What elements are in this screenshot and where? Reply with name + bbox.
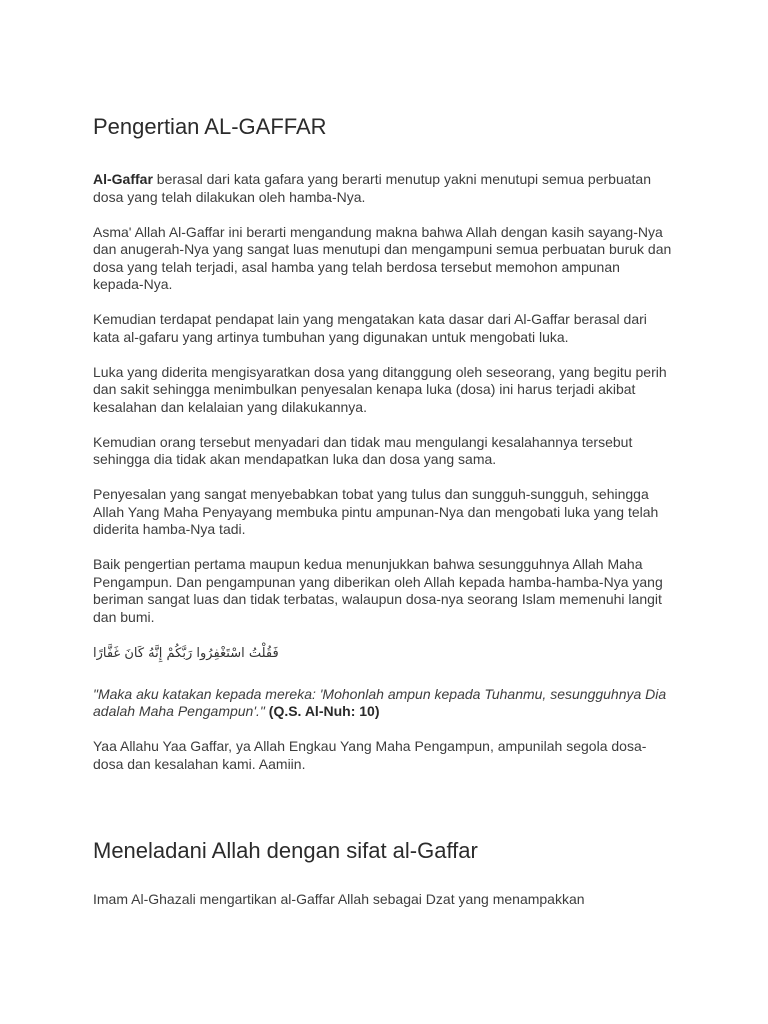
paragraph-definition: [93, 171, 673, 206]
document-page: [93, 113, 673, 926]
term-al-gaffar: Al-Gaffar: [93, 171, 153, 187]
verse-translation-text: "Maka aku katakan kepada mereka: 'Mohonlah ampun kepada Tuhanmu, sesungguhnya Dia adalah Maha Pengampun'.": [93, 685, 667, 719]
arabic-verse: فَقُلْتُ اسْتَغْفِرُوا رَبَّكُمْ إِنَّهُ كَانَ غَفَّارًا: [93, 645, 279, 661]
paragraph-asma-meaning: Asma' Allah Al-Gaffar ini berarti mengandung makna bahwa Allah dengan kasih sayang-Nya dan anugerah-Nya yang sangat luas menutupi dan mengampuni semua perbuatan buruk dan dosa yang telah terjadi, asal hamba yang telah berdosa tersebut memohon ampunan kepada-Nya.: [93, 223, 672, 292]
paragraph-definition-text: berasal dari kata gafara yang berarti menutup yakni menutupi semua perbuatan dosa yang telah dilakukan oleh hamba-Nya.: [93, 171, 651, 205]
paragraph-realization: Kemudian orang tersebut menyadari dan tidak mau mengulangi kesalahannya tersebut sehingga dia tidak akan mendapatkan luka dan dosa yang sama.: [93, 433, 633, 467]
section-title-meneladani: Meneladani Allah dengan sifat al-Gaffar: [93, 838, 478, 863]
paragraph-conclusion: Baik pengertian pertama maupun kedua menunjukkan bahwa sesungguhnya Allah Maha Pengampun. Dan pengampunan yang diberikan oleh Allah kepada hamba-hamba-Nya yang beriman sangat luas dan tidak terbatas, walaupun dosa-nya seorang Islam memenuhi langit dan bumi.: [93, 556, 663, 625]
verse-translation: [93, 686, 673, 721]
paragraph-prayer: Yaa Allahu Yaa Gaffar, ya Allah Engkau Yang Maha Pengampun, ampunilah segola dosa-dosa dan kesalahan kami. Aamiin.: [93, 738, 647, 772]
paragraph-alternate-origin: Kemudian terdapat pendapat lain yang mengatakan kata dasar dari Al-Gaffar berasal dari kata al-gafaru yang artinya tumbuhan yang digunakan untuk mengobati luka.: [93, 311, 647, 345]
section-title-pengertian: Pengertian AL-GAFFAR: [93, 114, 327, 139]
paragraph-al-ghazali: Imam Al-Ghazali mengartikan al-Gaffar Allah sebagai Dzat yang menampakkan: [93, 891, 585, 907]
paragraph-wound-sin: Luka yang diderita mengisyaratkan dosa yang ditanggung oleh seseorang, yang begitu perih dan sakit sehingga menimbulkan penyesalan kenapa luka (dosa) ini harus terjadi akibat kesalahan dan kelalaian yang dilakukannya.: [93, 363, 667, 415]
paragraph-repentance: Penyesalan yang sangat menyebabkan tobat yang tulus dan sungguh-sungguh, sehingga Allah Yang Maha Penyayang membuka pintu ampunan-Nya dan mengobati luka yang telah diderita hamba-Nya tadi.: [93, 486, 659, 537]
verse-reference: (Q.S. Al-Nuh: 10): [264, 703, 380, 719]
